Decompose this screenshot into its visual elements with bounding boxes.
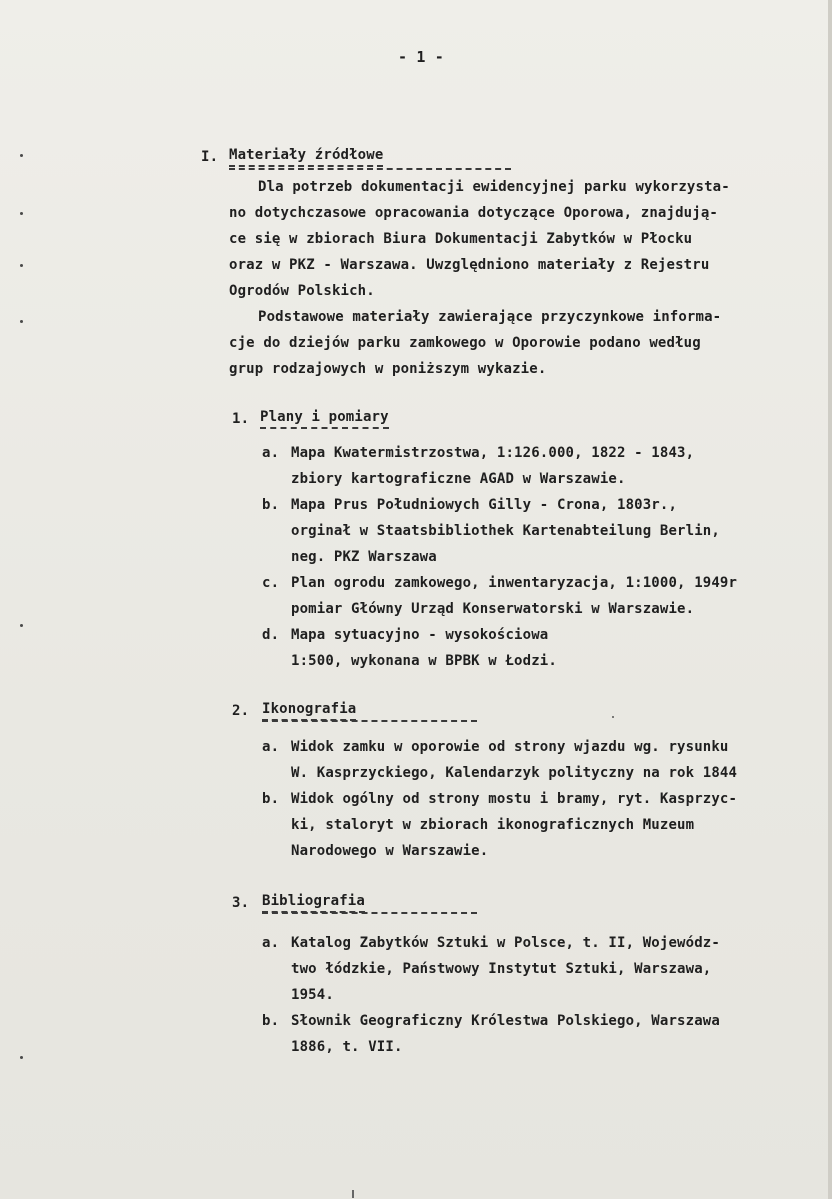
- bottom-mark: [352, 1190, 354, 1198]
- item-line: Widok zamku w oporowie od strony wjazdu wg. rysunku: [291, 739, 729, 755]
- page-edge: [828, 0, 832, 1199]
- item-letter: b.: [262, 1013, 280, 1029]
- item-line: Narodowego w Warszawie.: [291, 843, 489, 859]
- item-letter: a.: [262, 445, 280, 461]
- paragraph-line: Ogrodów Polskich.: [229, 283, 375, 299]
- item-letter: b.: [262, 791, 280, 807]
- item-line: Mapa Prus Południowych Gilly - Crona, 1803r.,: [291, 497, 678, 513]
- margin-dot: [20, 154, 23, 157]
- item-line: zbiory kartograficzne AGAD w Warszawie.: [291, 471, 626, 487]
- group-title: Plany i pomiary: [260, 408, 389, 429]
- item-letter: c.: [262, 575, 280, 591]
- item-line: Plan ogrodu zamkowego, inwentaryzacja, 1:1000, 1949r: [291, 575, 738, 591]
- item-line: 1:500, wykonana w BPBK w Łodzi.: [291, 653, 557, 669]
- section-number: I.: [201, 149, 219, 165]
- item-line: Mapa sytuacyjno - wysokościowa: [291, 627, 549, 643]
- group-number: 1.: [232, 411, 250, 427]
- item-letter: a.: [262, 739, 280, 755]
- margin-dot: [20, 320, 23, 323]
- item-line: ki, staloryt w zbiorach ikonograficznych Muzeum: [291, 817, 695, 833]
- group-title: Bibliografia: [262, 892, 365, 913]
- margin-dot: [20, 1056, 23, 1059]
- item-line: Katalog Zabytków Sztuki w Polsce, t. II, Wojewódz-: [291, 935, 720, 951]
- item-line: Mapa Kwatermistrzostwa, 1:126.000, 1822 - 1843,: [291, 445, 695, 461]
- section-title: Materiały źródłowe: [229, 146, 383, 167]
- item-line: orginał w Staatsbibliothek Kartenabteilung Berlin,: [291, 523, 720, 539]
- item-line: W. Kasprzyckiego, Kalendarzyk polityczny na rok 1844: [291, 765, 738, 781]
- paragraph-line: no dotychczasowe opracowania dotyczące Oporowa, znajdują-: [229, 205, 718, 221]
- item-line: two łódzkie, Państwowy Instytut Sztuki, Warszawa,: [291, 961, 712, 977]
- group-title: Ikonografia: [262, 700, 356, 721]
- item-letter: b.: [262, 497, 280, 513]
- item-line: 1886, t. VII.: [291, 1039, 403, 1055]
- paragraph-line: grup rodzajowych w poniższym wykazie.: [229, 361, 547, 377]
- item-letter: d.: [262, 627, 280, 643]
- item-line: 1954.: [291, 987, 334, 1003]
- group-title-underline: [262, 720, 477, 722]
- item-line: Widok ogólny od strony mostu i bramy, ryt. Kasprzyc-: [291, 791, 738, 807]
- group-number: 3.: [232, 895, 250, 911]
- item-letter: a.: [262, 935, 280, 951]
- paragraph-line: ce się w zbiorach Biura Dokumentacji Zabytków w Płocku: [229, 231, 693, 247]
- group-title-underline: [262, 912, 477, 914]
- page-number: - 1 -: [398, 48, 444, 66]
- stray-mark: [612, 716, 614, 718]
- section-title-underline: [229, 168, 511, 170]
- paragraph-line: Dla potrzeb dokumentacji ewidencyjnej parku wykorzysta-: [258, 179, 730, 195]
- item-line: Słownik Geograficzny Królestwa Polskiego, Warszawa: [291, 1013, 720, 1029]
- paragraph-line: Podstawowe materiały zawierające przyczynkowe informa-: [258, 309, 722, 325]
- item-line: pomiar Główny Urząd Konserwatorski w Warszawie.: [291, 601, 695, 617]
- margin-dot: [20, 264, 23, 267]
- margin-dot: [20, 212, 23, 215]
- paragraph-line: cje do dziejów parku zamkowego w Oporowie podano według: [229, 335, 701, 351]
- paragraph-line: oraz w PKZ - Warszawa. Uwzględniono materiały z Rejestru: [229, 257, 710, 273]
- margin-dot: [20, 624, 23, 627]
- group-number: 2.: [232, 703, 250, 719]
- item-line: neg. PKZ Warszawa: [291, 549, 437, 565]
